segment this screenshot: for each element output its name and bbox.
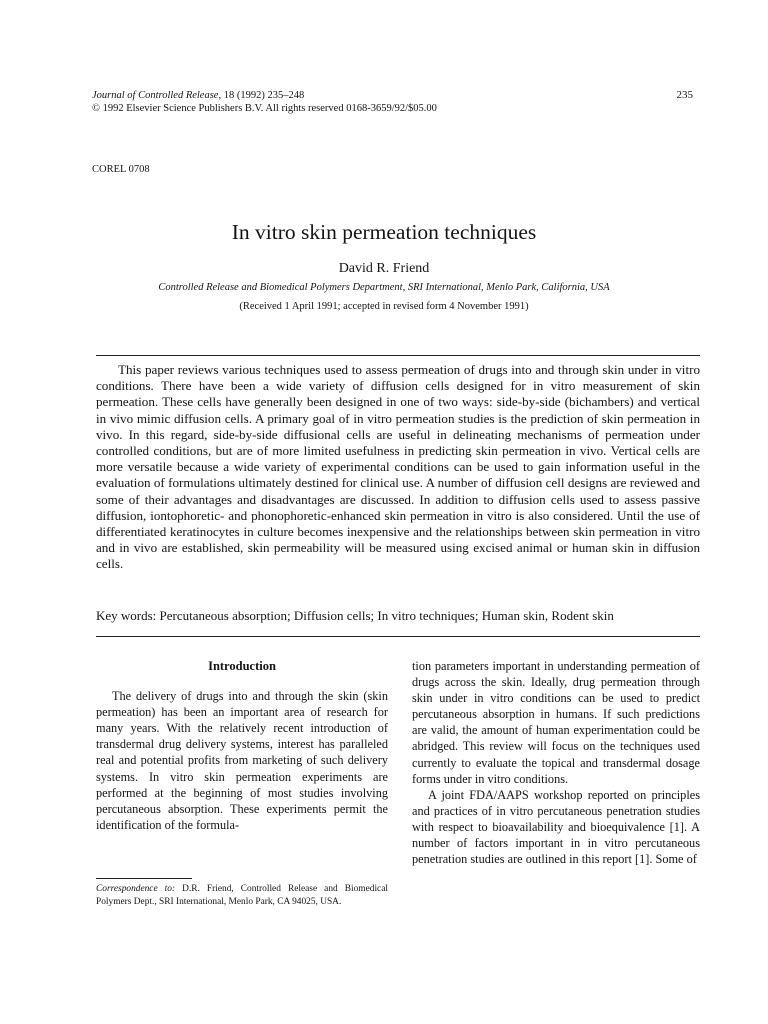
- journal-name: Journal of Controlled Release: [92, 90, 219, 101]
- correspondence-footnote: [96, 883, 388, 909]
- author-affiliation: Controlled Release and Biomedical Polymers Department, SRI International, Menlo Park, California, USA: [158, 282, 610, 293]
- journal-citation: , 18 (1992) 235–248: [218, 90, 305, 101]
- right-column: [412, 658, 700, 867]
- abstract-top-rule: [96, 355, 700, 356]
- abstract-bottom-rule: [96, 636, 700, 637]
- article-code: COREL 0708: [92, 164, 150, 175]
- journal-header: [92, 89, 437, 115]
- abstract-text: This paper reviews various techniques used to assess permeation of drugs into and through skin under in vitro conditions. There have been a wide variety of diffusion cells designed for in vitro measurement of skin permeation. These cells have generally been designed in one of two ways: side-by-side (bichambers) and vertical in vivo mimic diffusion cells. A primary goal of in vitro permeation studies is the prediction of skin permeation in vivo. In this regard, side-by-side diffusional cells are useful in delineating mechanisms of permeation under controlled conditions, but are of more limited usefulness in predicting skin permeation in vivo. Vertical cells are more versatile because a wide variety of experimental conditions can be used to gain information useful in the evaluation of formulations ultimately destined for clinical use. A number of diffusion cell designs are reviewed and some of their advantages and disadvantages are discussed. In addition to diffusion cells used to assess passive diffusion, iontophoretic- and phonophoretic-enhanced skin permeation in vitro is also considered. Until the use of differentiated keratinocytes in culture becomes inexpensive and the relationships between skin permeation in vitro and in vivo are established, skin permeability will be measured using excised animal or human skin in diffusion cells.: [96, 362, 700, 572]
- footnote-rule: [96, 878, 192, 879]
- footnote-label: Correspondence to:: [96, 884, 176, 894]
- received-dates: (Received 1 April 1991; accepted in revised form 4 November 1991): [239, 301, 529, 312]
- copyright-line: © 1992 Elsevier Science Publishers B.V. All rights reserved 0168-3659/92/$05.00: [92, 103, 437, 114]
- keywords: Key words: Percutaneous absorption; Diffusion cells; In vitro techniques; Human skin, Rodent skin: [96, 608, 614, 623]
- intro-paragraph-2: tion parameters important in understanding permeation of drugs across the skin. Ideally, drug permeation through skin under in vitro conditions can be used to predict percutaneous absorption in humans. If such predictions are valid, the amount of human experimentation could be abridged. This review will focus on the techniques used currently to evaluate the topical and transdermal dosage forms under in vitro conditions.: [412, 659, 700, 786]
- footnote-text: D.R. Friend, Controlled Release and Biomedical Polymers Dept., SRI International, Menlo Park, CA 94025, USA.: [96, 884, 388, 907]
- section-heading-introduction: Introduction: [208, 659, 276, 673]
- intro-paragraph-3: A joint FDA/AAPS workshop reported on principles and practices of in vitro percutaneous penetration studies with respect to bioavailability and bioequivalence [1]. A number of factors important in in vitro percutaneous penetration studies are outlined in this report [1]. Some of: [412, 787, 700, 867]
- author-name: David R. Friend: [338, 261, 430, 276]
- article-title: In vitro skin permeation techniques: [231, 220, 537, 244]
- intro-paragraph-1: The delivery of drugs into and through the skin (skin permeation) has been an important area of research for many years. With the relatively recent introduction of transdermal drug delivery systems, interest has paralleled real and potential profits from marketing of such delivery systems. In vitro skin permeation experiments are performed at the beginning of most studies involving percutaneous absorption. These experiments permit the identification of the formula-: [96, 689, 388, 832]
- page-number: 235: [676, 89, 693, 101]
- left-column: [96, 658, 388, 833]
- abstract: [96, 362, 700, 573]
